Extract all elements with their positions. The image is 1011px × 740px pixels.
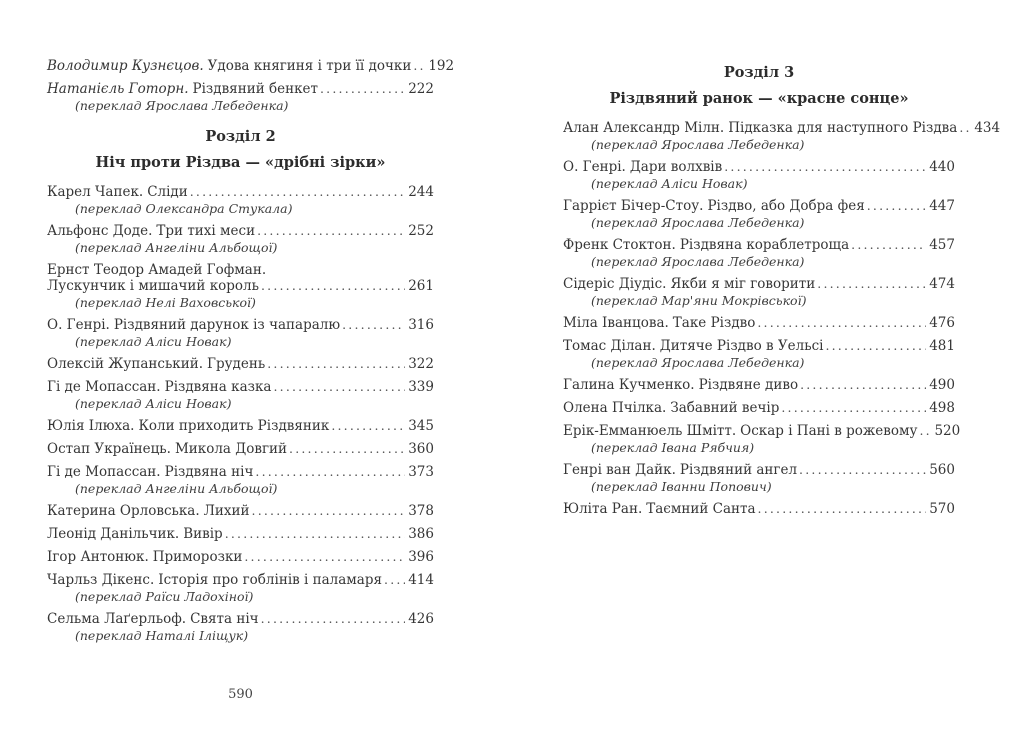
entry-line: [563, 377, 955, 393]
entry-author: Юліта Ран.: [563, 501, 643, 517]
entry-text: [563, 501, 756, 517]
dot-leader: [342, 317, 405, 333]
entry-author: Володимир Кузнєцов.: [47, 58, 204, 74]
dot-leader: [781, 400, 926, 416]
entry-author: Гаррієт Бічер-Стоу.: [563, 198, 704, 214]
entry-author: Сельма Лаґерльоф.: [47, 611, 187, 627]
entry-page-number: 426: [408, 611, 434, 627]
entry-title: Таємний Санта: [646, 501, 756, 517]
entry-text: [47, 58, 411, 74]
entry-line: [47, 572, 434, 588]
entry-text: [563, 198, 865, 214]
entry-text: [47, 223, 255, 239]
entry-author: Алан Александр Мілн.: [563, 120, 725, 136]
dot-leader: [257, 223, 405, 239]
entry-title: Лускунчик і мишачий король: [47, 278, 259, 294]
entry-line: [563, 120, 1001, 136]
entry-title: Таке Різдво: [672, 315, 756, 331]
entry-author: Сідеріс Діудіс.: [563, 276, 667, 292]
entry-text: [47, 317, 340, 333]
toc-entry: [47, 379, 434, 411]
entry-title: Різдвяне диво: [698, 377, 799, 393]
dot-leader: [225, 526, 406, 542]
entry-text: [563, 237, 849, 253]
entry-page-number: 498: [929, 400, 955, 416]
entry-title: Дари волхвів: [629, 159, 723, 175]
entry-text: [563, 338, 823, 354]
entry-title: Різдвяний ангел: [679, 462, 798, 478]
entry-line: [47, 441, 434, 457]
toc-entry: [47, 526, 434, 542]
toc-entry: [47, 611, 434, 643]
entry-author: Олена Пчілка.: [563, 400, 667, 416]
toc-entry: [563, 400, 955, 416]
entry-author-line: Ернст Теодор Амадей Гофман.: [47, 262, 267, 278]
entry-page-number: 322: [408, 356, 434, 372]
entry-page-number: 481: [929, 338, 955, 354]
toc-entry: [563, 501, 955, 517]
dot-leader: [255, 464, 405, 480]
entry-line: [563, 276, 955, 292]
entry-translator: (переклад Ярослава Лебеденка): [75, 98, 289, 113]
dot-leader: [867, 198, 927, 214]
entry-line: [47, 58, 455, 74]
dot-leader: [289, 441, 405, 457]
toc-entry: [47, 418, 434, 434]
entry-author: Чарльз Дікенс.: [47, 572, 155, 588]
entry-title: Дитяче Різдво в Уельсі: [659, 338, 824, 354]
entry-page-number: 520: [934, 423, 961, 439]
entry-author: Ігор Антонюк.: [47, 549, 149, 565]
entry-line: [563, 400, 955, 416]
dot-leader: [261, 278, 405, 294]
toc-section-heading: [47, 128, 434, 171]
entry-text: [47, 356, 265, 372]
toc-entry: [563, 377, 955, 393]
dot-leader: [252, 503, 406, 519]
entry-page-number: 373: [408, 464, 434, 480]
dot-leader: [799, 462, 926, 478]
toc-entry: [47, 356, 434, 372]
entry-text: [563, 462, 797, 478]
entry-title: Лихий: [203, 503, 250, 519]
entry-page-number: 192: [428, 58, 455, 74]
entry-text: [563, 276, 815, 292]
entry-title: Три тихі меси: [156, 223, 256, 239]
entry-line: [47, 526, 434, 542]
entry-text: [47, 184, 188, 200]
entry-author: Катерина Орловська.: [47, 503, 200, 519]
dot-leader: [384, 572, 405, 588]
entry-translator: (переклад Аліси Новак): [75, 396, 232, 411]
entry-author: Міла Іванцова.: [563, 315, 669, 331]
entry-translator: (переклад Раїси Ладохіної): [75, 589, 254, 604]
entry-page-number: 476: [929, 315, 955, 331]
entry-author: Генрі ван Дайк.: [563, 462, 676, 478]
dot-leader: [190, 184, 405, 200]
entry-author: Френк Стоктон.: [563, 237, 676, 253]
entry-translator: (переклад Ярослава Лебеденка): [591, 355, 805, 370]
entry-text: [563, 159, 722, 175]
entry-line: [47, 223, 434, 239]
entry-title: Сліди: [147, 184, 188, 200]
entry-title: Різдвяний дарунок із чапаралю: [113, 317, 341, 333]
entry-page-number: 360: [408, 441, 434, 457]
entry-title: Приморозки: [152, 549, 243, 565]
entry-title: Оскар і Пані в рожевому: [740, 423, 918, 439]
entry-text: [563, 315, 755, 331]
entry-page-number: 378: [408, 503, 434, 519]
entry-page-number: 434: [974, 120, 1001, 136]
toc-entry: [47, 549, 434, 565]
entry-line: [47, 418, 434, 434]
entry-title: Грудень: [207, 356, 266, 372]
entry-line: [563, 423, 961, 439]
entry-line: [563, 237, 955, 253]
toc-entry: [47, 223, 434, 255]
entry-text: [47, 379, 271, 395]
page-number: 590: [228, 687, 253, 702]
entry-page-number: 386: [408, 526, 434, 542]
toc-left-entries: [47, 58, 455, 643]
entry-page-number: 222: [408, 81, 434, 97]
entry-page-number: 244: [408, 184, 434, 200]
toc-entry: [47, 464, 434, 496]
entry-line: [47, 549, 434, 565]
entry-title: Якби я міг говорити: [670, 276, 816, 292]
entry-translator: (переклад Нелі Ваховської): [75, 295, 256, 310]
entry-text: [47, 278, 259, 294]
entry-text: [47, 611, 259, 627]
section-subtitle: Ніч проти Різдва — «дрібні зірки»: [95, 154, 386, 171]
entry-translator: (переклад Мар'яни Мокрівської): [591, 293, 807, 308]
entry-translator: (переклад Ярослава Лебеденка): [591, 137, 805, 152]
entry-translator: (переклад Ярослава Лебеденка): [591, 254, 805, 269]
dot-leader: [273, 379, 405, 395]
entry-translator: (переклад Ярослава Лебеденка): [591, 215, 805, 230]
dot-leader: [320, 81, 405, 97]
entry-author: О. Генрі.: [563, 159, 626, 175]
section-title: Розділ 3: [723, 64, 795, 81]
toc-entry: [563, 315, 955, 331]
toc-entry: [47, 503, 434, 519]
dot-leader: [413, 58, 425, 74]
entry-author: Юлія Ілюха.: [47, 418, 135, 434]
entry-author: Гі де Мопассан.: [47, 379, 161, 395]
entry-line: [47, 278, 434, 294]
entry-title: Забавний вечір: [670, 400, 780, 416]
dot-leader: [825, 338, 926, 354]
entry-text: [47, 503, 250, 519]
entry-page-number: 316: [408, 317, 434, 333]
dot-leader: [959, 120, 971, 136]
entry-title: Микола Довгий: [174, 441, 288, 457]
entry-text: [47, 549, 242, 565]
entry-translator: (переклад Олександра Стукала): [75, 201, 293, 216]
entry-line: [47, 81, 434, 97]
entry-line: [563, 315, 955, 331]
dot-leader: [724, 159, 926, 175]
entry-page-number: 570: [929, 501, 955, 517]
toc-entry: [563, 462, 955, 494]
toc-section-heading: [563, 64, 955, 107]
toc-entry: [563, 198, 955, 230]
toc-entry: [47, 81, 434, 113]
entry-title: Вивір: [183, 526, 223, 542]
entry-text: [47, 441, 287, 457]
entry-title: Коли приходить Різдвяник: [138, 418, 330, 434]
entry-author: Галина Кучменко.: [563, 377, 695, 393]
dot-leader: [244, 549, 405, 565]
entry-title: Різдвяна ніч: [164, 464, 254, 480]
section-title: Розділ 2: [205, 128, 276, 145]
toc-page-left: [47, 58, 455, 650]
section-subtitle: Різдвяний ранок — «красне сонце»: [609, 90, 909, 107]
entry-text: [563, 377, 798, 393]
dot-leader: [331, 418, 405, 434]
entry-text: [47, 81, 318, 97]
toc-entry: [563, 159, 955, 191]
entry-page-number: 345: [408, 418, 434, 434]
dot-leader: [757, 315, 926, 331]
toc-entry: [563, 338, 955, 370]
dot-leader: [267, 356, 405, 372]
toc-entry: [47, 317, 434, 349]
entry-author: Гі де Мопассан.: [47, 464, 161, 480]
entry-text: [47, 464, 253, 480]
entry-page-number: 252: [408, 223, 434, 239]
entry-page-number: 396: [408, 549, 434, 565]
entry-line: [563, 462, 955, 478]
entry-title: Історія про гоблінів і паламаря: [158, 572, 383, 588]
entry-title: Свята ніч: [190, 611, 259, 627]
dot-leader: [758, 501, 927, 517]
entry-translator: (переклад Наталі Іліщук): [75, 628, 249, 643]
toc-entry: [563, 237, 955, 269]
toc-entry: [47, 262, 434, 310]
entry-author: Олексій Жупанський.: [47, 356, 204, 372]
dot-leader: [800, 377, 926, 393]
entry-author: О. Генрі.: [47, 317, 110, 333]
toc-entry: [47, 572, 434, 604]
entry-text: [47, 418, 329, 434]
toc-entry: [47, 58, 455, 74]
entry-translator: (переклад Ангеліни Альбощої): [75, 481, 278, 496]
toc-entry: [563, 423, 961, 455]
entry-page-number: 440: [929, 159, 955, 175]
entry-translator: (переклад Аліси Новак): [75, 334, 232, 349]
entry-page-number: 339: [408, 379, 434, 395]
entry-line: [47, 464, 434, 480]
entry-line: [47, 379, 434, 395]
dot-leader: [261, 611, 406, 627]
entry-author: Ерік-Емманюель Шмітт.: [563, 423, 737, 439]
entry-author: Карел Чапек.: [47, 184, 144, 200]
entry-author: Натанієль Готорн.: [47, 81, 189, 97]
entry-title: Підказка для наступного Різдва: [728, 120, 958, 136]
dot-leader: [817, 276, 926, 292]
dot-leader: [919, 423, 931, 439]
entry-page-number: 414: [408, 572, 434, 588]
entry-text: [47, 526, 223, 542]
entry-translator: (переклад Іванни Попович): [591, 479, 772, 494]
entry-title: Різдвяна казка: [164, 379, 272, 395]
entry-author: Томас Ділан.: [563, 338, 656, 354]
entry-title: Різдво, або Добра фея: [707, 198, 865, 214]
entry-title: Різдвяна кораблетроща: [679, 237, 850, 253]
toc-entry: [47, 184, 434, 216]
entry-page-number: 474: [929, 276, 955, 292]
entry-text: [563, 400, 779, 416]
entry-line: [47, 317, 434, 333]
toc-entry: [563, 276, 955, 308]
entry-line: [47, 356, 434, 372]
entry-translator: (переклад Івана Рябчия): [591, 440, 755, 455]
entry-author: Остап Українець.: [47, 441, 171, 457]
entry-page-number: 447: [929, 198, 955, 214]
toc-entry: [563, 120, 1001, 152]
entry-author: Леонід Данільчик.: [47, 526, 180, 542]
entry-text: [563, 120, 957, 136]
toc-page-right: [563, 58, 1001, 524]
entry-page-number: 560: [929, 462, 955, 478]
dot-leader: [851, 237, 926, 253]
entry-line: [563, 338, 955, 354]
entry-translator: (переклад Ангеліни Альбощої): [75, 240, 278, 255]
entry-page-number: 457: [929, 237, 955, 253]
entry-line: [47, 611, 434, 627]
entry-text: [47, 572, 382, 588]
entry-line: [563, 159, 955, 175]
entry-title: Удова княгиня і три її дочки: [207, 58, 412, 74]
entry-line: [563, 198, 955, 214]
entry-title: Різдвяний бенкет: [192, 81, 318, 97]
entry-translator: (переклад Аліси Новак): [591, 176, 748, 191]
entry-line: [47, 503, 434, 519]
entry-text: [563, 423, 917, 439]
toc-entry: [47, 441, 434, 457]
entry-line: [47, 184, 434, 200]
entry-page-number: 261: [408, 278, 434, 294]
entry-author: Альфонс Доде.: [47, 223, 153, 239]
entry-page-number: 490: [929, 377, 955, 393]
toc-right-entries: [563, 64, 1001, 517]
entry-line: [563, 501, 955, 517]
